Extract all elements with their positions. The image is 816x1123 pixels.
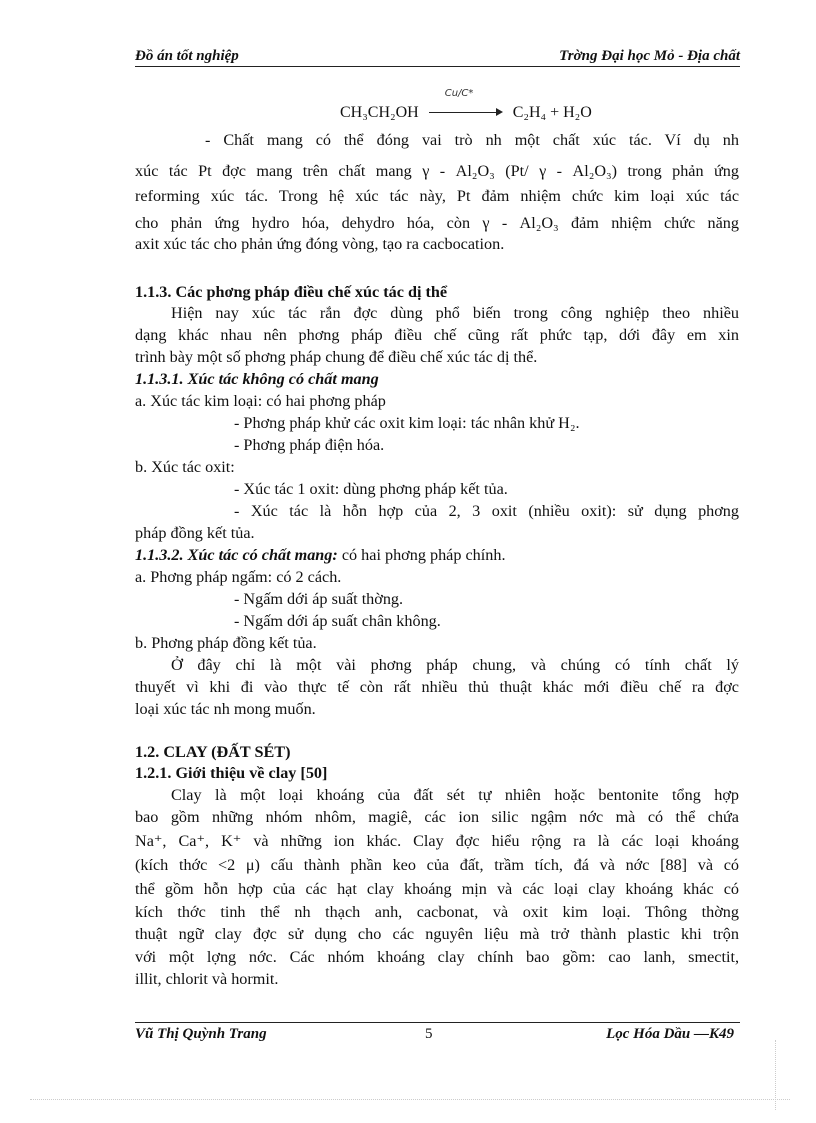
section-heading-1-2: 1.2. CLAY (ĐẤT SÉT) — [135, 743, 291, 761]
catalyst-label: Cu/C* — [444, 88, 474, 100]
item-a2: - Phơng pháp điện hóa. — [234, 436, 385, 454]
clay-line: bao gồm những nhóm nhôm, magiê, các ion silic ngậm nớc mà có thể chứa — [135, 808, 739, 826]
subheading-1-1-3-2: 1.1.3.2. Xúc tác có chất mang: — [135, 546, 338, 564]
para1-line: xúc tác Pt đợc mang trên chất mang γ - Al₂O₃ (Pt/ γ - Al₂O₃) trong phản ứng — [135, 162, 739, 180]
item-a1: - Phơng pháp khử các oxit kim loại: tác nhân khử H₂. — [234, 414, 580, 432]
section-heading-1-1-3: 1.1.3. Các phơng pháp điều chế xúc tác dị thể — [135, 283, 448, 301]
header-left: Đồ án tốt nghiệp — [135, 48, 239, 64]
products: C₂H₄ + H₂O — [512, 104, 592, 121]
para1-line: axit xúc tác cho phản ứng đóng vòng, tạo ra cacbocation. — [135, 235, 505, 253]
clay-line: (kích thớc <2 μ) cấu thành phần keo của đất, trầm tích, đá và nớc [88] và có — [135, 856, 739, 874]
item-b2-cont: pháp đồng kết tủa. — [135, 524, 255, 542]
intro-line: dạng khác nhau nên phơng pháp điều chế cũng rất phức tạp, dới đây em xin — [135, 326, 739, 344]
header-right: Trờng Đại học Mỏ - Địa chất — [559, 48, 740, 64]
subheading-rest: có hai phơng pháp chính. — [337, 546, 506, 564]
clay-line: Na⁺, Ca⁺, K⁺ và những ion khác. Clay đợc hiểu rộng ra là các loại khoáng — [135, 832, 739, 850]
subheading-1-1-3-1: 1.1.3.1. Xúc tác không có chất mang — [135, 370, 379, 388]
item-b: b. Xúc tác oxit: — [135, 458, 235, 476]
footer-department: Lọc Hóa Dầu —K49 — [606, 1026, 734, 1042]
section-heading-1-2-1: 1.2.1. Giới thiệu về clay [50] — [135, 764, 328, 782]
item-d: b. Phơng pháp đồng kết tủa. — [135, 634, 317, 652]
clay-line: Clay là một loại khoáng của đất sét tự nhiên hoặc bentonite tổng hợp — [171, 786, 739, 804]
item-c1: - Ngấm dới áp suất thờng. — [234, 590, 404, 608]
intro-line: Hiện nay xúc tác rắn đợc dùng phổ biến trong công nghiệp theo nhiều — [171, 304, 739, 322]
para1-line: - Chất mang có thể đóng vai trò nh một chất xúc tác. Ví dụ nh — [205, 131, 739, 149]
clay-line: với một lợng nớc. Các nhóm khoáng clay chính bao gồm: cao lanh, smectit, — [135, 948, 739, 966]
page-boundary-bottom — [30, 1099, 790, 1100]
reactant: CH₃CH₂OH — [340, 104, 419, 121]
footer-author: Vũ Thị Quỳnh Trang — [135, 1026, 267, 1042]
item-b1: - Xúc tác 1 oxit: dùng phơng pháp kết tủa. — [234, 480, 508, 498]
item-a: a. Xúc tác kim loại: có hai phơng pháp — [135, 392, 386, 410]
para1-line: cho phản ứng hydro hóa, dehydro hóa, còn γ - Al₂O₃ đảm nhiệm chức năng — [135, 214, 739, 232]
clay-line: thuật ngữ clay đợc sử dụng cho các nguyên liệu mà trở thành plastic khi trộn — [135, 925, 739, 943]
page-header — [135, 48, 740, 68]
subheading-1-1-3-2-line — [135, 546, 739, 565]
footer-rule — [135, 1022, 740, 1023]
page-number: 5 — [425, 1026, 433, 1042]
page-footer — [135, 1026, 740, 1046]
closing-line: loại xúc tác nh mong muốn. — [135, 700, 316, 718]
clay-line: thể gồm hỗn hợp của các hạt clay khoáng mịn và các loại clay khoáng khác có — [135, 880, 739, 898]
para1-line: reforming xúc tác. Trong hệ xúc tác này, Pt đảm nhiệm chức kim loại xúc tác — [135, 187, 739, 205]
item-b2: - Xúc tác là hỗn hợp của 2, 3 oxit (nhiều oxit): sử dụng phơng — [234, 502, 739, 520]
clay-line: illit, chlorit và hormit. — [135, 970, 279, 988]
clay-line: kích thớc tinh thể nh thạch anh, cacbonat, và oxit kim loại. Thông thờng — [135, 903, 739, 921]
item-c: a. Phơng pháp ngấm: có 2 cách. — [135, 568, 342, 586]
header-rule — [135, 66, 740, 67]
intro-line: trình bày một số phơng pháp chung để điều chế xúc tác dị thể. — [135, 348, 538, 366]
reaction-equation — [340, 88, 592, 122]
closing-line: Ở đây chỉ là một vài phơng pháp chung, và chúng có tính chất lý — [171, 656, 739, 674]
closing-line: thuyết vì khi đi vào thực tế còn rất nhiều thủ thuật khác mới điều chế ra đợc — [135, 678, 739, 696]
reaction-arrow — [429, 88, 503, 118]
page-boundary-right — [775, 1040, 776, 1110]
item-c2: - Ngấm dới áp suất chân không. — [234, 612, 441, 630]
